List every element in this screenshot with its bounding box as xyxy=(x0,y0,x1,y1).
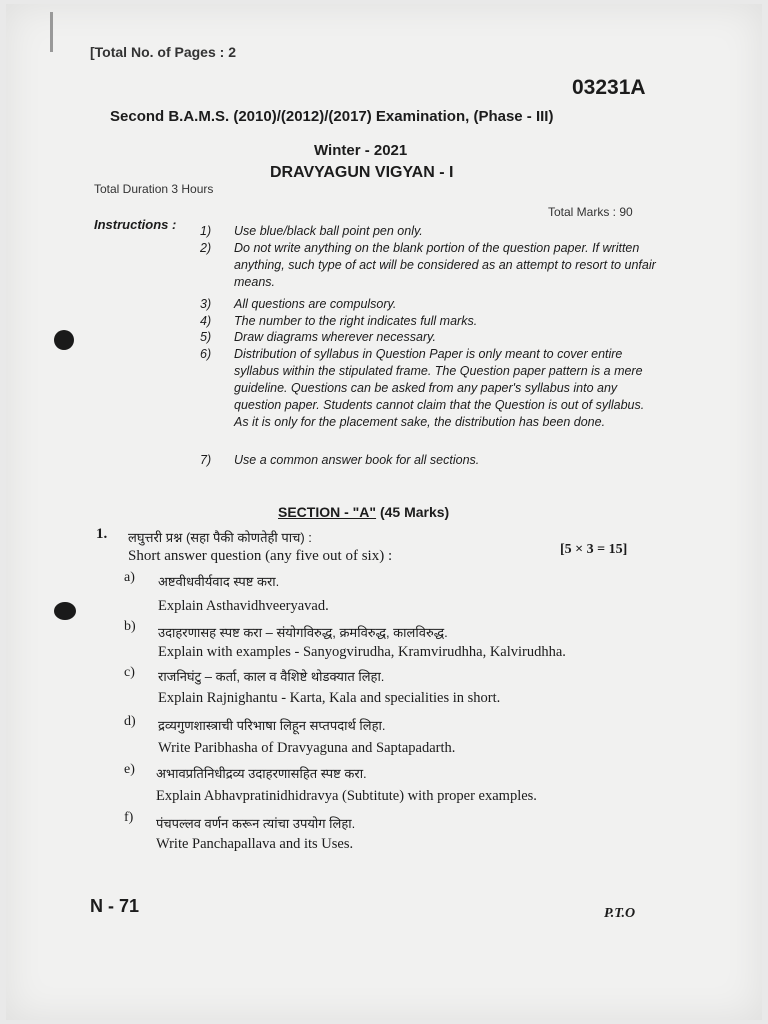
instruction-number: 1) xyxy=(200,224,212,238)
subquestion-letter: b) xyxy=(124,619,136,634)
instructions-label: Instructions : xyxy=(94,217,177,232)
instruction-item xyxy=(200,223,656,240)
subquestion-marathi: पंचपल्लव वर्णन करून त्यांचा उपयोग लिहा. xyxy=(156,816,356,831)
subquestion-letter: a) xyxy=(124,570,135,585)
question-marks: [5 × 3 = 15] xyxy=(560,542,628,557)
instruction-item xyxy=(200,452,656,469)
instruction-text: Do not write anything on the blank portion of the question paper. If written anything, such type of act will be considered as an attempt to resort to unfair means. xyxy=(234,241,656,289)
total-duration: Total Duration 3 Hours xyxy=(94,182,214,196)
total-pages: [Total No. of Pages : 2 xyxy=(90,44,236,60)
total-marks: Total Marks : 90 xyxy=(548,205,633,219)
exam-season: Winter - 2021 xyxy=(314,142,408,159)
instruction-text: Use a common answer book for all sections. xyxy=(234,453,480,467)
instruction-number: 5) xyxy=(200,330,212,344)
instruction-text: All questions are compulsory. xyxy=(234,297,397,311)
instruction-number: 3) xyxy=(200,297,212,311)
subquestion-letter: c) xyxy=(124,665,135,680)
instruction-item xyxy=(200,346,656,431)
subquestion-marathi: अभावप्रतिनिधीद्रव्य उदाहरणासहित स्पष्ट करा. xyxy=(156,766,367,781)
subquestion-marathi: राजनिघंटु – कर्ता, काल व वैशिष्टे थोडक्यात लिहा. xyxy=(158,669,385,684)
instruction-number: 2) xyxy=(200,241,212,255)
section-heading xyxy=(278,504,449,520)
subquestion-english: Explain Asthavidhveeryavad. xyxy=(158,598,329,614)
subquestion-marathi: अष्टवीधवीर्यवाद स्पष्ट करा. xyxy=(158,574,280,589)
instruction-text: Use blue/black ball point pen only. xyxy=(234,224,423,238)
edge-mark xyxy=(50,12,53,52)
subquestion-letter: f) xyxy=(124,810,134,825)
subquestion-english: Explain with examples - Sanyogvirudha, Kramvirudhha, Kalvirudhha. xyxy=(158,644,566,660)
subject-title: DRAVYAGUN VIGYAN - I xyxy=(270,164,454,181)
instruction-number: 4) xyxy=(200,314,212,328)
subquestion-english: Explain Abhavpratinidhidravya (Subtitute) with proper examples. xyxy=(156,788,537,804)
exam-title: Second B.A.M.S. (2010)/(2012)/(2017) Examination, (Phase - III) xyxy=(110,108,554,125)
question-paper xyxy=(6,4,762,1020)
punch-hole-icon xyxy=(54,330,74,350)
subquestion-letter: d) xyxy=(124,714,136,729)
instruction-text: Draw diagrams wherever necessary. xyxy=(234,330,436,344)
section-title: SECTION - "A" xyxy=(278,504,377,520)
section-marks: (45 Marks) xyxy=(379,504,450,520)
instruction-item xyxy=(200,240,656,291)
punch-hole-icon xyxy=(54,602,76,620)
instruction-text: The number to the right indicates full marks. xyxy=(234,314,478,328)
subquestion-english: Explain Rajnighantu - Karta, Kala and specialities in short. xyxy=(158,690,501,706)
instruction-item xyxy=(200,329,656,346)
footer-pto: P.T.O xyxy=(604,906,636,921)
subquestion-english: Write Panchapallava and its Uses. xyxy=(156,836,354,852)
instruction-text: Distribution of syllabus in Question Paper is only meant to cover entire syllabus within the stipulated frame. The Question paper pattern is a mere guideline. Questions can be asked from any paper's syllabus into any question paper. Students cannot claim that the Question is out of syllabus. As it is only for the placement sake, the distribution has been done. xyxy=(234,347,645,429)
question-marathi: लघुत्तरी प्रश्न (सहा पैकी कोणतेही पाच) : xyxy=(128,530,312,545)
question-number: 1. xyxy=(96,526,108,542)
instruction-number: 6) xyxy=(200,347,212,361)
footer-code: N - 71 xyxy=(90,896,140,916)
instruction-number: 7) xyxy=(200,453,212,467)
instruction-item xyxy=(200,296,656,313)
paper-code: 03231A xyxy=(572,76,646,99)
subquestion-marathi: द्रव्यगुणशास्त्राची परिभाषा लिहून सप्तपदार्थ लिहा. xyxy=(158,718,386,733)
subquestion-english: Write Paribhasha of Dravyaguna and Saptapadarth. xyxy=(158,740,456,756)
subquestion-letter: e) xyxy=(124,762,135,777)
instruction-item xyxy=(200,313,656,330)
question-english: Short answer question (any five out of six) : xyxy=(128,548,393,564)
subquestion-marathi: उदाहरणासह स्पष्ट करा – संयोगविरुद्ध, क्रमविरुद्ध, कालविरुद्ध. xyxy=(158,625,448,640)
